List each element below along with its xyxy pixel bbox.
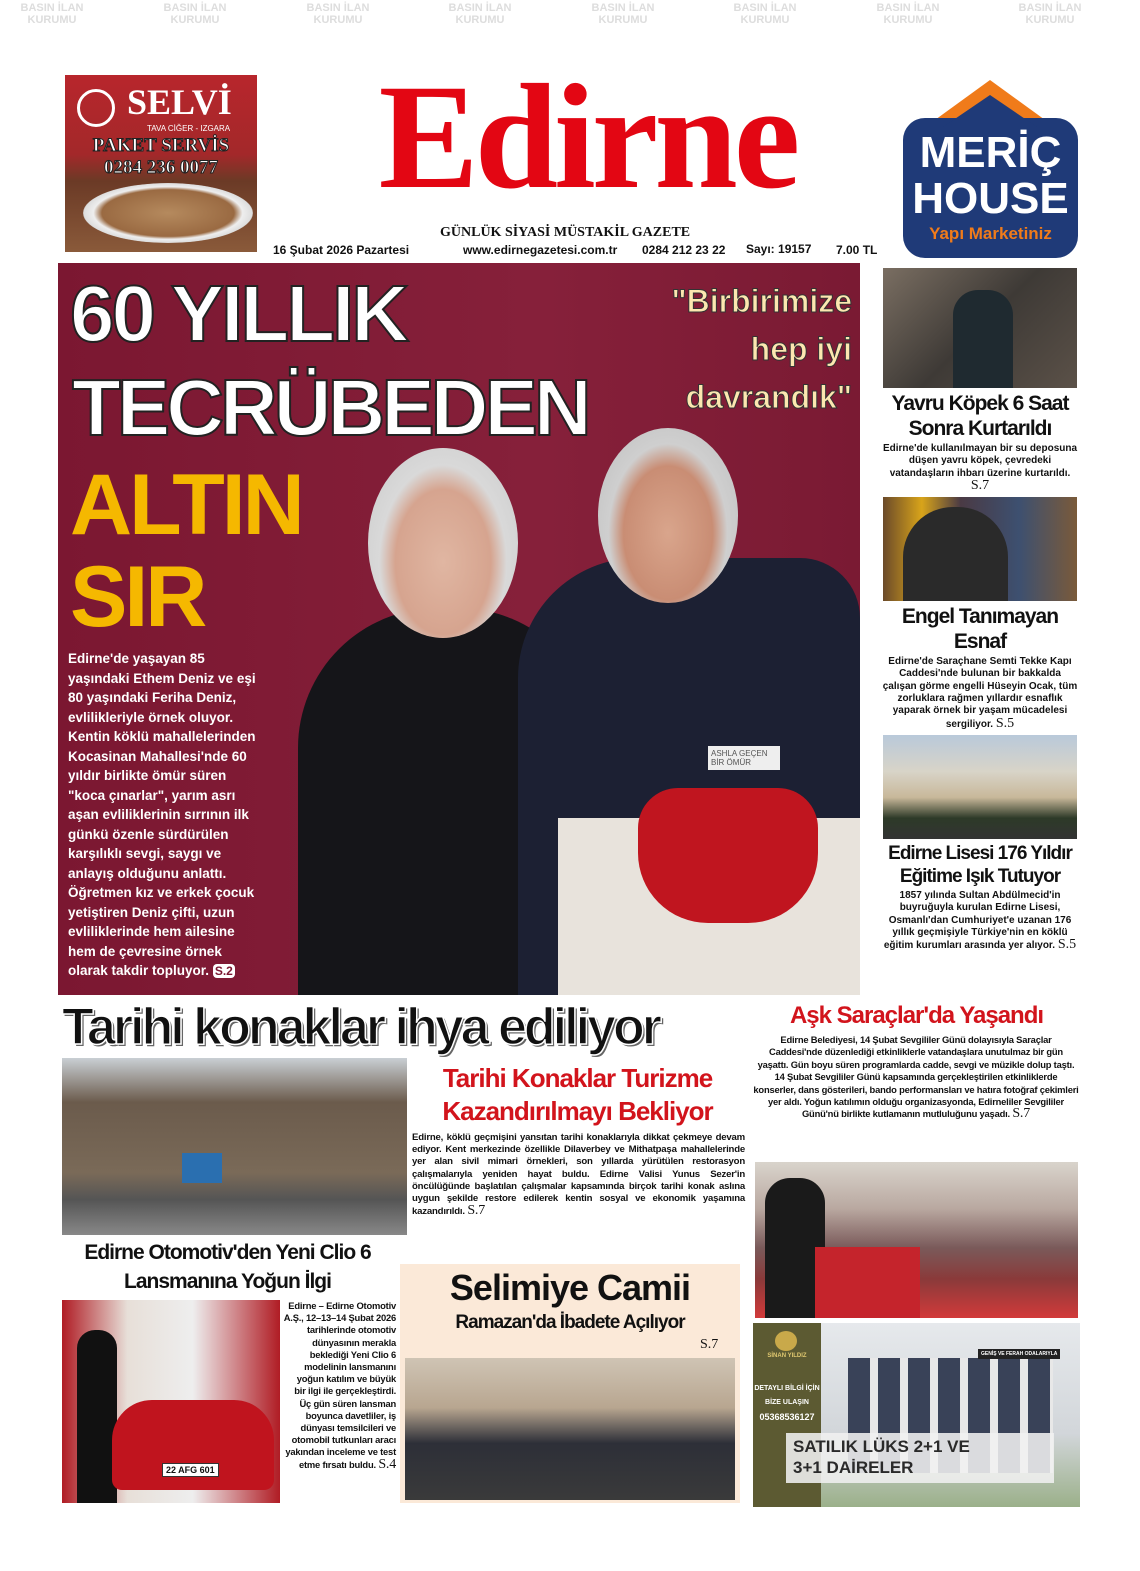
ad-info-1: DETAYLI BİLGİ İÇİN: [754, 1385, 820, 1392]
real-estate-ad[interactable]: [753, 1323, 1080, 1507]
side-body-text: Edirne'de Saraçhane Semti Tekke Kapı Caddesi'nde bulunan bir bakkalda çalışan görme engelli Hüseyin Ocak, tüm zorluklara rağmen yıllardır esnaflık yaparak örnek bir yaşam mücadelesi sergiliyor.: [882, 656, 1078, 730]
hero-quote: [671, 277, 852, 421]
page-ref[interactable]: S.7: [1012, 1106, 1031, 1122]
watermark: [155, 2, 235, 26]
watermark-line: BASIN İLAN: [733, 2, 797, 14]
page-ref[interactable]: S.5: [1057, 937, 1077, 953]
roof-top-icon: [943, 95, 1037, 127]
konaklar-headline[interactable]: Tarihi konaklar ihya ediliyor: [62, 998, 659, 1056]
quote-line: hep iyi: [750, 331, 852, 367]
side-story-1-title[interactable]: Yavru Köpek 6 Saat Sonra Kurtarıldı: [891, 392, 1069, 440]
ad-title-2: 3+1 DAİRELER: [793, 1458, 914, 1477]
ask-body-text: Edirne Belediyesi, 14 Şubat Sevgililer Günü dolayısıyla Saraçlar Caddesi'nde düzenlediği etkinliklerle vatandaşlara unutulmaz bir gün yaşattı. Gün boyu süren programlarda cadde, sevgi ve müzikle dolup taştı. 14 Şubat Sevgililer Günü kapsamında gerçekleştirilen etkinliklerde konserler, dans gösterileri, bando performansları ve hatıra fotoğraf çekimleri yer aldı. Yoğun katılımın olduğu organizasyonda, Edirneliler Sevgililer Günü'nü birlikte kutlamanın mutluluğunu yaşadı.: [753, 1034, 1079, 1120]
watermark-line: BASIN İLAN: [163, 2, 227, 14]
ad-phone: 05368536127: [759, 1412, 815, 1422]
ad-tag: GENİŞ VE FERAH ODALARIYLA: [978, 1349, 1060, 1359]
side-story-2-body: [881, 656, 1079, 731]
watermark-line: BASIN İLAN: [876, 2, 940, 14]
logo-slogan: Yapı Marketiniz: [929, 224, 1052, 243]
konaklar-subhead[interactable]: Tarihi Konaklar Turizme Kazandırılmayı Bekliyor: [442, 1063, 713, 1126]
cake: [638, 788, 818, 923]
watermark-line: KURUMU: [170, 14, 220, 26]
blue-barrel: [182, 1153, 222, 1183]
selimiye-headline-1: Selimiye Camii: [449, 1267, 691, 1308]
masthead-title: Edirne: [378, 54, 797, 220]
selimiye-headline-2: Ramazan'da İbadete Açılıyor: [455, 1312, 685, 1333]
quote-line: davrandık": [685, 379, 852, 415]
rescuer-figure: [953, 290, 1013, 388]
hero-story[interactable]: [58, 263, 860, 995]
hero-headline-1: 60 YILLIK: [70, 269, 407, 358]
license-plate: 22 AFG 601: [162, 1463, 219, 1477]
konaklar-body: [412, 1132, 745, 1218]
side-body-text: Edirne'de kullanılmayan bir su deposuna düşen yavru köpek, çevredeki vatandaşların ihbarı üzerine kurtarıldı.: [882, 443, 1078, 479]
watermark-line: BASIN İLAN: [306, 2, 370, 14]
selimiye-photo: [405, 1358, 735, 1500]
side-story-1-body: [881, 443, 1079, 493]
masthead-tagline: GÜNLÜK SİYASİ MÜSTAKİL GAZETE: [440, 225, 691, 240]
watermark-line: BASIN İLAN: [448, 2, 512, 14]
website-link[interactable]: www.edirnegazetesi.com.tr: [463, 243, 618, 257]
fork-logo-icon: [77, 89, 115, 127]
watermark-line: BASIN İLAN: [20, 2, 84, 14]
watermark: [1010, 2, 1090, 26]
page-ref[interactable]: S.7: [467, 1203, 486, 1219]
side-story-2-title[interactable]: Engel Tanımayan Esnaf: [901, 605, 1059, 654]
watermark-line: KURUMU: [598, 14, 648, 26]
issue-number: Sayı: 19157: [746, 242, 812, 256]
food-plate-image: [83, 183, 253, 243]
hero-body: [68, 649, 264, 982]
dog-rescue-photo: [883, 268, 1077, 388]
phone-number: 0284 212 23 22: [642, 243, 726, 257]
side-story-3-title[interactable]: Edirne Lisesi 176 Yıldır Eğitime Işık Tutuyor: [888, 842, 1072, 887]
man-head: [598, 428, 738, 603]
valentines-event-photo: [755, 1162, 1078, 1318]
watermark-line: KURUMU: [883, 14, 933, 26]
cake-sign: ASHLA GEÇEN BİR ÖMÜR: [708, 746, 780, 770]
hero-headline-3: ALTIN: [70, 457, 302, 553]
watermark: [725, 2, 805, 26]
ask-body: [753, 1034, 1079, 1121]
otomotiv-headline[interactable]: Edirne Otomotiv'den Yeni Clio 6 Lansmanına Yoğun İlgi: [84, 1241, 371, 1293]
selvi-phone: 0284 236 0077: [104, 157, 218, 178]
logo-line-1: MERİÇ: [919, 128, 1062, 177]
selvi-ad[interactable]: [65, 75, 257, 252]
hero-headline-2: TECRÜBEDEN: [72, 363, 588, 452]
ad-brand: SİNAN YILDIZ: [767, 1353, 807, 1359]
ad-info-2: BİZE ULAŞIN: [765, 1399, 809, 1406]
watermark-line: BASIN İLAN: [1018, 2, 1082, 14]
page-ref[interactable]: S.7: [970, 477, 990, 493]
meric-house-ad[interactable]: [903, 80, 1078, 258]
side-story-3-body: [881, 890, 1079, 952]
watermark: [583, 2, 663, 26]
ask-headline[interactable]: Aşk Saraçlar'da Yaşandı: [789, 1002, 1044, 1029]
otomotiv-body-text: Edirne – Edirne Otomotiv A.Ş., 12–13–14 Şubat 2026 tarihlerinde otomotiv dünyasının merakla beklediği Yeni Clio 6 modelinin lansmanını yoğun katılım ve büyük bir ilgi ile gerçekleştirdi. Üç gün süren lansman boyunca davetliler, iş dünyası temsilcileri ve otomobil tutkunları aracı yakından inceleme ve test etme fırsatı buldu.: [283, 1300, 396, 1470]
watermark-line: KURUMU: [455, 14, 505, 26]
watermark: [440, 2, 520, 26]
watermark: [868, 2, 948, 26]
watermark: [298, 2, 378, 26]
selvi-service: PAKET SERVİS: [92, 135, 230, 156]
woman-head: [368, 448, 518, 638]
selimiye-story[interactable]: [400, 1264, 740, 1503]
watermark-line: KURUMU: [1025, 14, 1075, 26]
watermark-line: KURUMU: [740, 14, 790, 26]
watermark-line: KURUMU: [27, 14, 77, 26]
konaklar-body-text: Edirne, köklü geçmişini yansıtan tarihi konaklarıyla dikkat çekmeye devam ediyor. Kent merkezinde özellikle Dilaverbey ve Mithatpaşa mahallelerinde yer alan sivil mimari örnekleri, son yıllarda yürütülen restorasyon çalışmalarıyla yeniden hayat buldu. Edirne Valisi Yunus Sezer'in öncülüğünde başlatılan çalışmalar kapsamında birçok tarihi konak aslına uygun şekilde restore edilerek kentin sosyal ve ekonomik yaşamına kazandırıldı.: [412, 1132, 745, 1218]
quote-line: "Birbirimize: [671, 283, 852, 319]
price: 7.00 TL: [836, 243, 878, 257]
shopkeeper-photo: [883, 497, 1077, 601]
page-ref[interactable]: S.4: [378, 1456, 396, 1472]
side-column: [878, 268, 1082, 995]
side-body-text: 1857 yılında Sultan Abdülmecid'in buyruğuyla kurulan Edirne Lisesi, Osmanlı'dan Cumhuriyet'e uzanan 176 yıllık geçmişiyle Türkiye'nin en köklü eğitim kurumları arasında yer alıyor.: [883, 889, 1072, 952]
hero-headline-4: SIR: [70, 549, 205, 645]
presenter-figure: [77, 1330, 117, 1503]
couple-photo: [268, 428, 860, 995]
page-ref[interactable]: S.7: [700, 1337, 719, 1352]
selvi-brand: SELVİ: [127, 82, 232, 122]
shopkeeper-figure: [903, 507, 1008, 601]
watermark-line: KURUMU: [313, 14, 363, 26]
issue-date: 16 Şubat 2026 Pazartesi: [273, 243, 410, 257]
edirne-lisesi-photo: [883, 735, 1077, 839]
otomotiv-body: [283, 1300, 396, 1471]
brand-logo-icon: [775, 1331, 797, 1351]
ad-title-1: SATILIK LÜKS 2+1 VE: [793, 1437, 970, 1456]
logo-line-2: HOUSE: [912, 174, 1069, 223]
hero-body-text: Edirne'de yaşayan 85 yaşındaki Ethem Deniz ve eşi 80 yaşındaki Feriha Deniz, evlilikleriyle örnek oluyor. Kentin köklü mahallelerinden Kocasinan Mahallesi'nde 60 yıldır birlikte ömür süren "koca çınarlar", yarım asrı aşan evliliklerinin sırrının ilk günkü özenle sürdürülen karşılıklı sevgi, saygı ve anlayış olduğunu anlattı. Öğretmen kız ve erkek çocuk yetiştiren Deniz çifti, uzun evliliklerinde hem ailesine hem de çevresine örnek olarak takdir topluyor.: [68, 651, 256, 978]
selvi-subtitle: TAVA CİĞER - IZGARA: [147, 124, 231, 133]
page-ref[interactable]: S.5: [995, 715, 1015, 731]
dj-booth: [815, 1247, 920, 1318]
watermark-line: BASIN İLAN: [591, 2, 655, 14]
clio-launch-photo: [62, 1300, 280, 1503]
page-ref[interactable]: S.2: [214, 964, 233, 978]
watermark: [12, 2, 92, 26]
konak-photo: [62, 1058, 407, 1235]
